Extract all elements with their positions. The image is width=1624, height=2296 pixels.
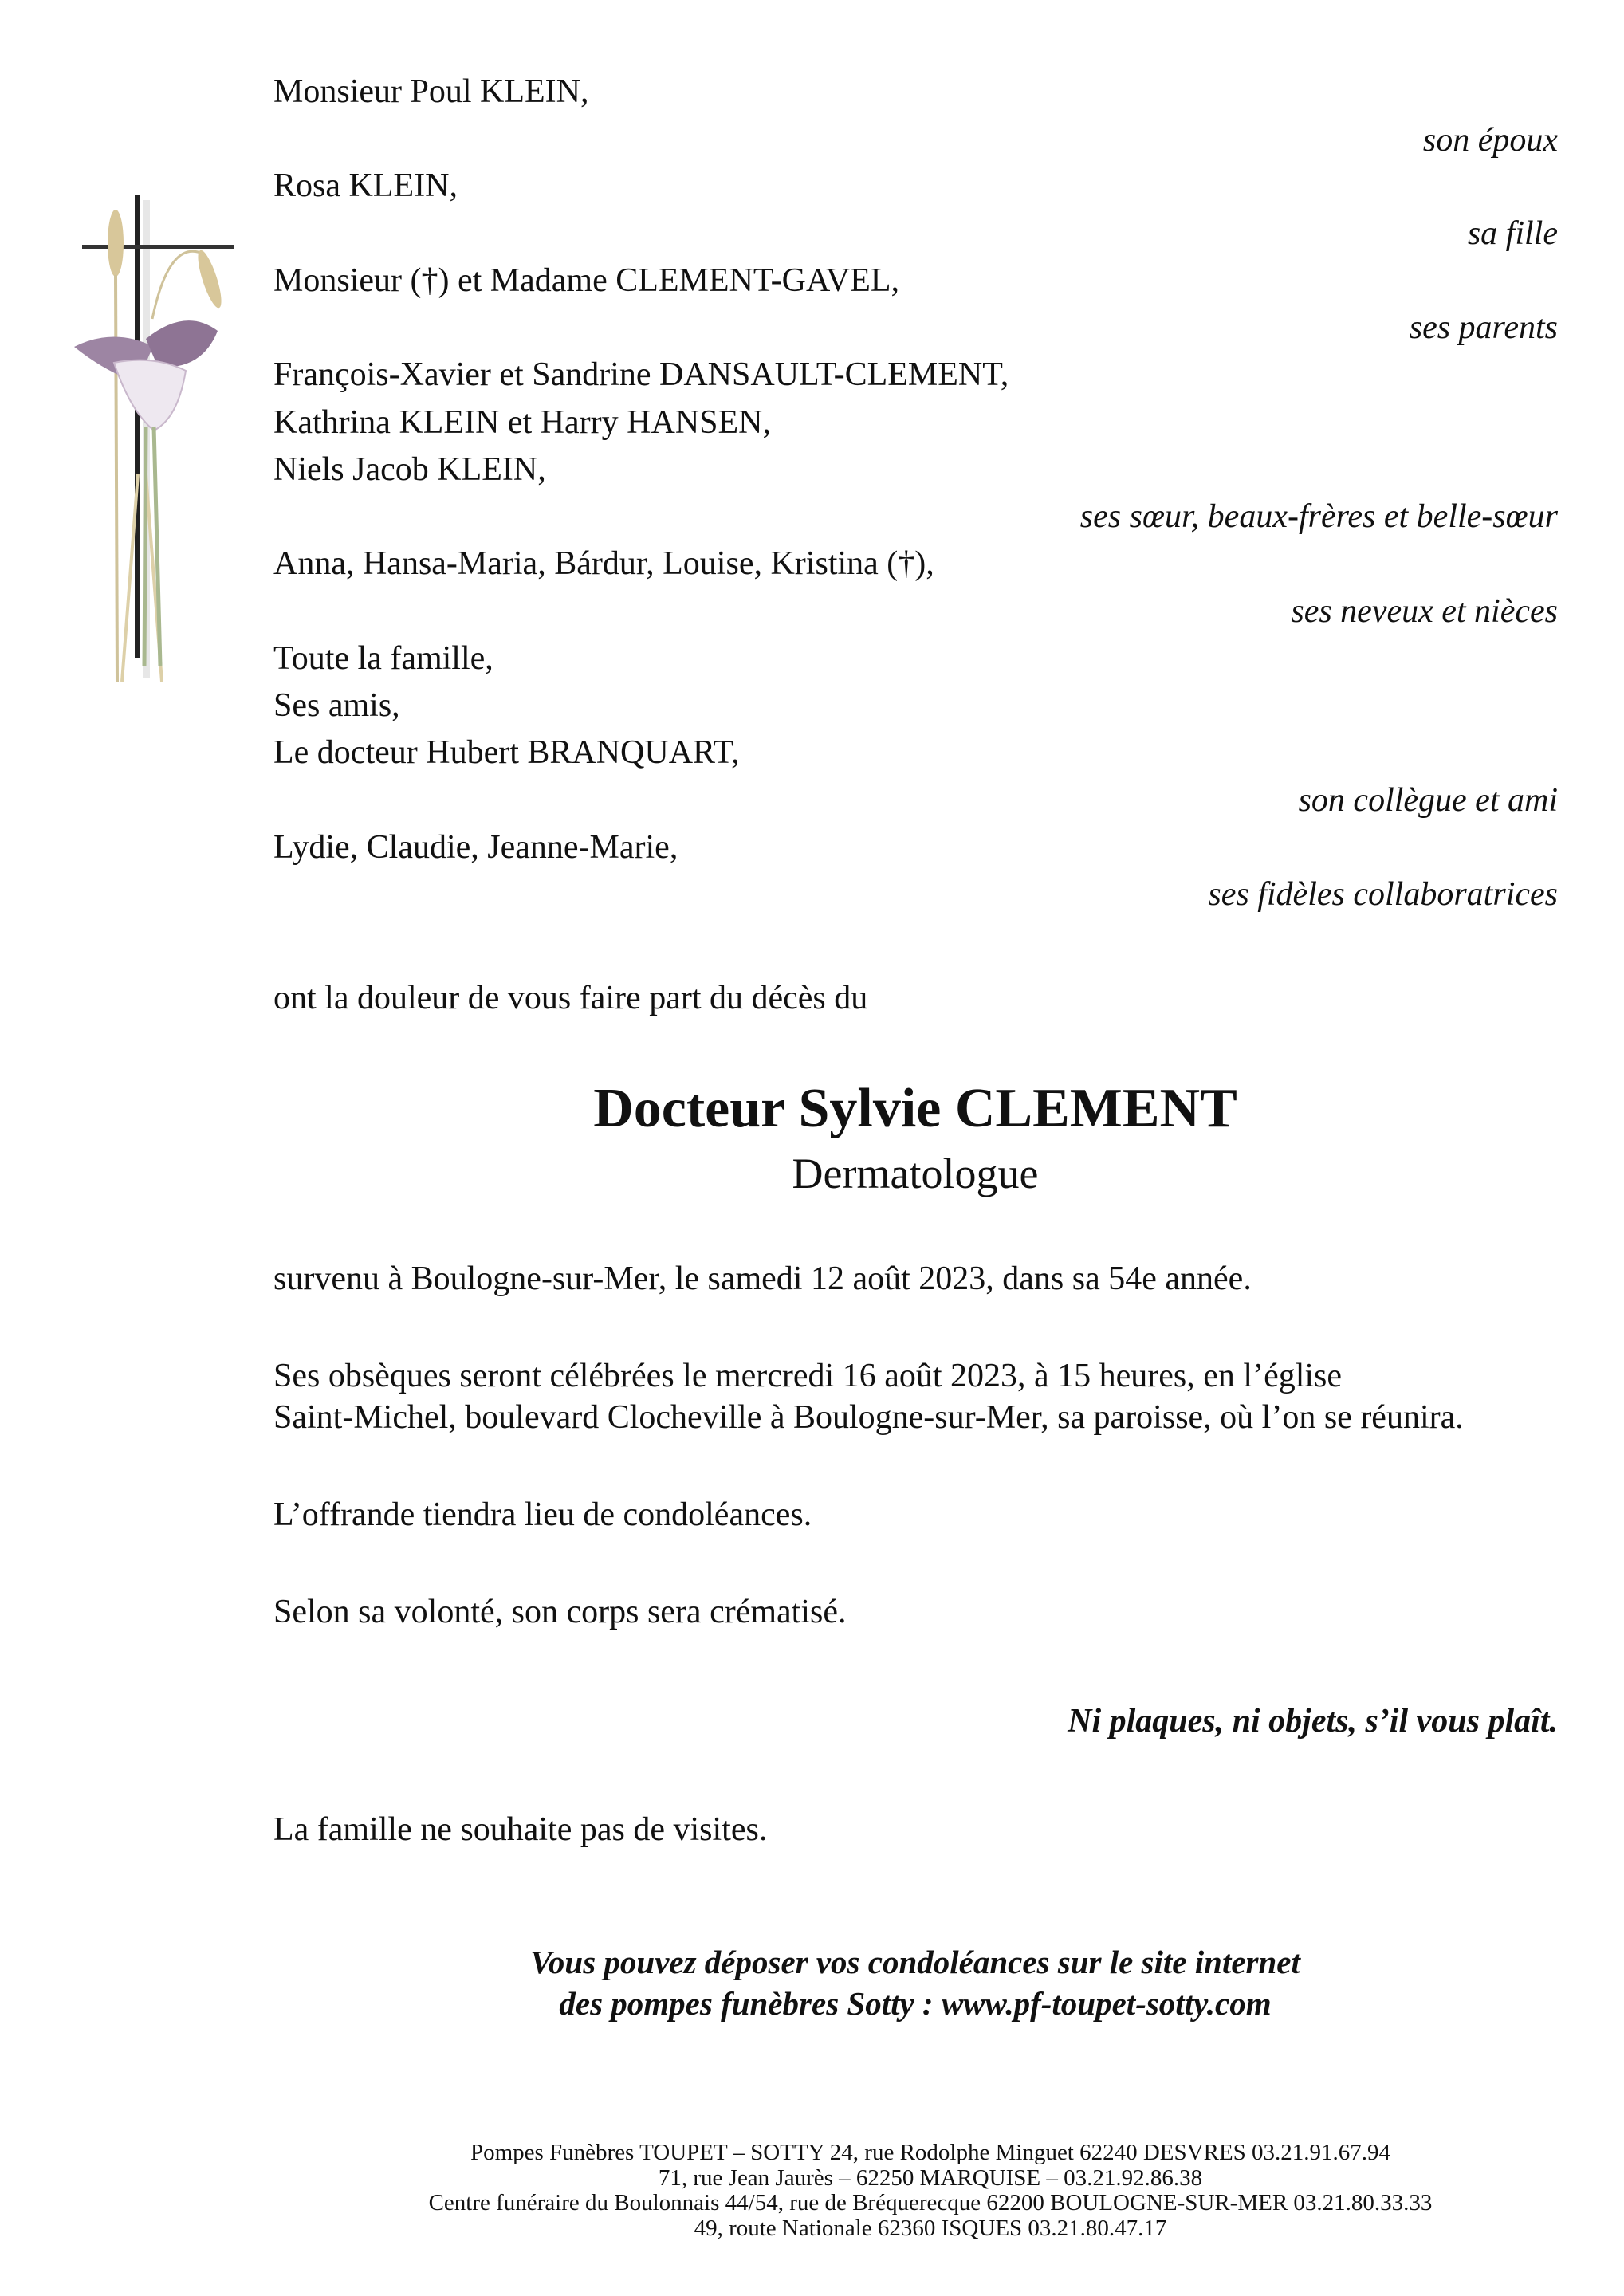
family-relation: sa fille (1467, 215, 1558, 252)
funeral-details: Saint-Michel, boulevard Clocheville à Boulogne-sur-Mer, sa paroisse, où l’on se réunira. (273, 1399, 1464, 1436)
funeral-details: Ses obsèques seront célébrées le mercredi 16 août 2023, à 15 heures, en l’église (273, 1358, 1343, 1394)
cross-lily-illustration (66, 187, 242, 698)
footer-line: Pompes Funèbres TOUPET – SOTTY 24, rue Rodolphe Minguet 62240 DESVRES 03.21.91.67.94 (470, 2140, 1391, 2165)
family-name: Monsieur Poul KLEIN, (273, 73, 589, 110)
family-name: Anna, Hansa-Maria, Bárdur, Louise, Kristina (†), (273, 545, 934, 582)
website-note: Vous pouvez déposer vos condoléances sur le site internet (530, 1944, 1300, 1980)
no-visits-note: La famille ne souhaite pas de visites. (273, 1811, 768, 1848)
family-relation: ses fidèles collaboratrices (1208, 876, 1558, 913)
family-relation: son collègue et ami (1298, 782, 1558, 819)
lily-icon (74, 320, 218, 666)
death-details: survenu à Boulogne-sur-Mer, le samedi 12 août 2023, dans sa 54e année. (273, 1260, 1252, 1297)
family-name: François-Xavier et Sandrine DANSAULT-CLEMENT, (273, 356, 1009, 393)
deceased-profession: Dermatologue (792, 1150, 1039, 1197)
deceased-name: Docteur Sylvie CLEMENT (593, 1078, 1237, 1139)
family-relation: ses sœur, beaux-frères et belle-sœur (1079, 498, 1558, 535)
no-flowers-note: Ni plaques, ni objets, s’il vous plaît. (1068, 1703, 1558, 1740)
family-name: Ses amis, (273, 687, 400, 724)
website-note: des pompes funèbres Sotty : www.pf-toupet-sotty.com (559, 1985, 1272, 2022)
family-name: Lydie, Claudie, Jeanne-Marie, (273, 829, 678, 866)
cremation-note: Selon sa volonté, son corps sera crématisé. (273, 1594, 847, 1630)
footer-line: 49, route Nationale 62360 ISQUES 03.21.80.47.17 (694, 2215, 1167, 2241)
family-relation: ses neveux et nièces (1291, 593, 1558, 630)
offering-note: L’offrande tiendra lieu de condoléances. (273, 1496, 812, 1533)
family-name: Niels Jacob KLEIN, (273, 451, 546, 488)
family-name: Monsieur (†) et Madame CLEMENT-GAVEL, (273, 262, 900, 299)
wheat-icon (108, 210, 226, 682)
family-name: Kathrina KLEIN et Harry HANSEN, (273, 404, 771, 441)
footer-line: Centre funéraire du Boulonnais 44/54, rue de Bréquerecque 62200 BOULOGNE-SUR-MER 03.21.80.33.33 (428, 2190, 1433, 2215)
family-name: Le docteur Hubert BRANQUART, (273, 734, 740, 771)
family-name: Toute la famille, (273, 640, 493, 677)
footer-line: 71, rue Jean Jaurès – 62250 MARQUISE – 03.21.92.86.38 (658, 2165, 1203, 2191)
family-relation: son époux (1422, 122, 1558, 159)
family-relation: ses parents (1409, 309, 1558, 346)
announcement: ont la douleur de vous faire part du décès du (273, 980, 868, 1016)
family-name: Rosa KLEIN, (273, 167, 458, 204)
